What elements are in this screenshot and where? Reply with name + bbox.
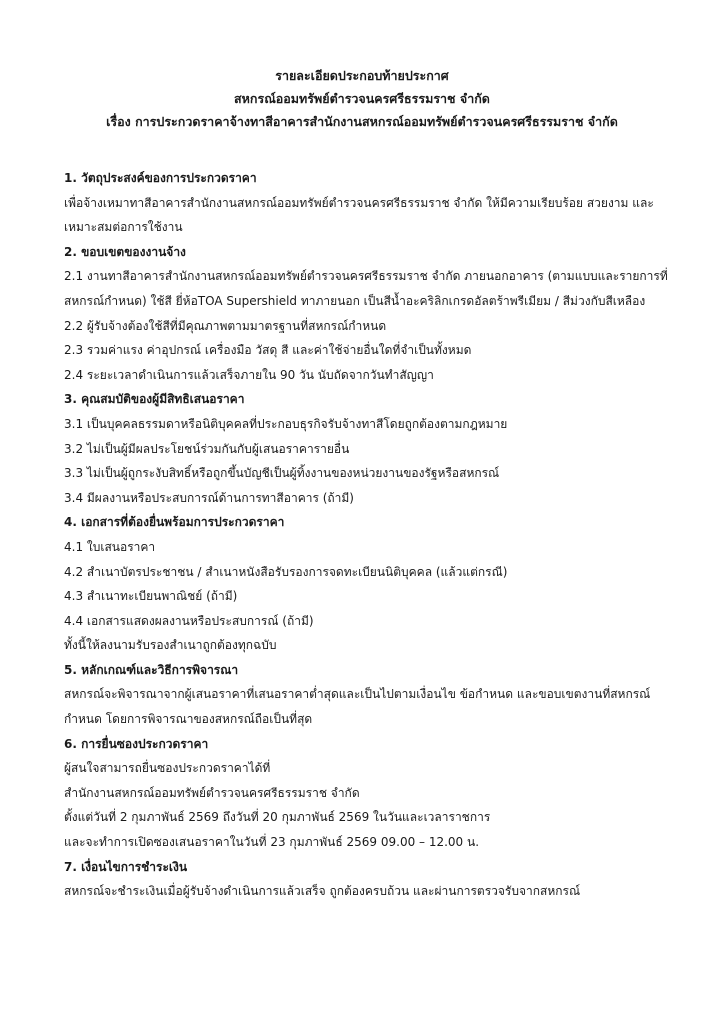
section-4-line: 4.1 ใบเสนอราคา — [64, 539, 156, 554]
section-7-line: สหกรณ์จะชำระเงินเมื่อผู้รับจ้างดำเนินการแล้วเสร็จ ถูกต้องครบถ้วน และผ่านการตรวจรับจากสหกรณ์ — [64, 884, 581, 899]
section-6-line: และจะทำการเปิดซองเสนอราคาในวันที่ 23 กุมภาพันธ์ 2569 09.00 – 12.00 น. — [64, 835, 480, 850]
section-4-line: 4.3 สำเนาทะเบียนพาณิชย์ (ถ้ามี) — [64, 589, 238, 604]
section-3-heading: 3. คุณสมบัติของผู้มีสิทธิเสนอราคา — [64, 392, 245, 407]
section-7-heading: 7. เงื่อนไขการชำระเงิน — [64, 859, 188, 874]
document-body — [64, 166, 674, 904]
section-1-line: เพื่อจ้างเหมาทาสีอาคารสำนักงานสหกรณ์ออมทรัพย์ตำรวจนครศรีธรรมราช จำกัด ให้มีความเรียบร้อย สวยงาม และ — [64, 195, 654, 210]
section-2-line: 2.2 ผู้รับจ้างต้องใช้สีที่มีคุณภาพตามมาตรฐานที่สหกรณ์กำหนด — [64, 318, 387, 333]
section-3-line: 3.4 มีผลงานหรือประสบการณ์ด้านการทาสีอาคาร (ถ้ามี) — [64, 490, 354, 505]
section-2-line: 2.1 งานทาสีอาคารสำนักงานสหกรณ์ออมทรัพย์ตำรวจนครศรีธรรมราช จำกัด ภายนอกอาคาร (ตามแบบและรายการที่ — [64, 269, 668, 284]
section-6-line: ตั้งแต่วันที่ 2 กุมภาพันธ์ 2569 ถึงวันที่ 20 กุมภาพันธ์ 2569 ในวันและเวลาราชการ — [64, 810, 491, 825]
document-header — [0, 64, 724, 133]
section-4-line: 4.2 สำเนาบัตรประชาชน / สำเนาหนังสือรับรองการจดทะเบียนนิติบุคคล (แล้วแต่กรณี) — [64, 564, 508, 579]
header-cooperative-name: สหกรณ์ออมทรัพย์ตำรวจนครศรีธรรมราช จำกัด — [234, 91, 490, 106]
section-2-heading: 2. ขอบเขตของงานจ้าง — [64, 244, 186, 259]
section-4-line: ทั้งนี้ให้ลงนามรับรองสำเนาถูกต้องทุกฉบับ — [64, 638, 277, 653]
section-2-line: 2.4 ระยะเวลาดำเนินการแล้วเสร็จภายใน 90 วัน นับถัดจากวันทำสัญญา — [64, 367, 434, 382]
header-title: รายละเอียดประกอบท้ายประกาศ — [275, 68, 449, 83]
section-5-line: กำหนด โดยการพิจารณาของสหกรณ์ถือเป็นที่สุด — [64, 712, 313, 727]
section-2-line: 2.3 รวมค่าแรง ค่าอุปกรณ์ เครื่องมือ วัสดุ สี และค่าใช้จ่ายอื่นใดที่จำเป็นทั้งหมด — [64, 343, 472, 358]
section-1-heading: 1. วัตถุประสงค์ของการประกวดราคา — [64, 171, 257, 185]
section-3-line: 3.2 ไม่เป็นผู้มีผลประโยชน์ร่วมกันกับผู้เสนอราคารายอื่น — [64, 441, 350, 456]
section-6-heading: 6. การยื่นซองประกวดราคา — [64, 736, 209, 751]
section-6-line: สำนักงานสหกรณ์ออมทรัพย์ตำรวจนครศรีธรรมราช จำกัด — [64, 785, 360, 800]
section-3-line: 3.3 ไม่เป็นผู้ถูกระงับสิทธิ์หรือถูกขึ้นบัญชีเป็นผู้ทิ้งงานของหน่วยงานของรัฐหรือสหกรณ์ — [64, 466, 500, 481]
section-3-line: 3.1 เป็นบุคคลธรรมดาหรือนิติบุคคลที่ประกอบธุรกิจรับจ้างทาสีโดยถูกต้องตามกฎหมาย — [64, 416, 508, 431]
section-1-line: เหมาะสมต่อการใช้งาน — [64, 220, 183, 235]
section-4-heading: 4. เอกสารที่ต้องยื่นพร้อมการประกวดราคา — [64, 515, 285, 530]
section-4-line: 4.4 เอกสารแสดงผลงานหรือประสบการณ์ (ถ้ามี) — [64, 613, 314, 628]
section-6-line: ผู้สนใจสามารถยื่นซองประกวดราคาได้ที่ — [64, 761, 271, 776]
section-2-line: สหกรณ์กำหนด) ใช้สี ยี่ห้อTOA Supershield ทาภายนอก เป็นสีน้ำอะคริลิกเกรดอัลตร้าพรีเมียม / สีม่วงกับสีเหลือง — [64, 293, 646, 308]
section-5-heading: 5. หลักเกณฑ์และวิธีการพิจารณา — [64, 662, 239, 677]
header-subject: เรื่อง การประกวดราคาจ้างทาสีอาคารสำนักงานสหกรณ์ออมทรัพย์ตำรวจนครศรีธรรมราช จำกัด — [106, 114, 618, 129]
section-5-line: สหกรณ์จะพิจารณาจากผู้เสนอราคาที่เสนอราคาต่ำสุดและเป็นไปตามเงื่อนไข ข้อกำหนด และขอบเขตงานที่สหกรณ์ — [64, 687, 651, 702]
